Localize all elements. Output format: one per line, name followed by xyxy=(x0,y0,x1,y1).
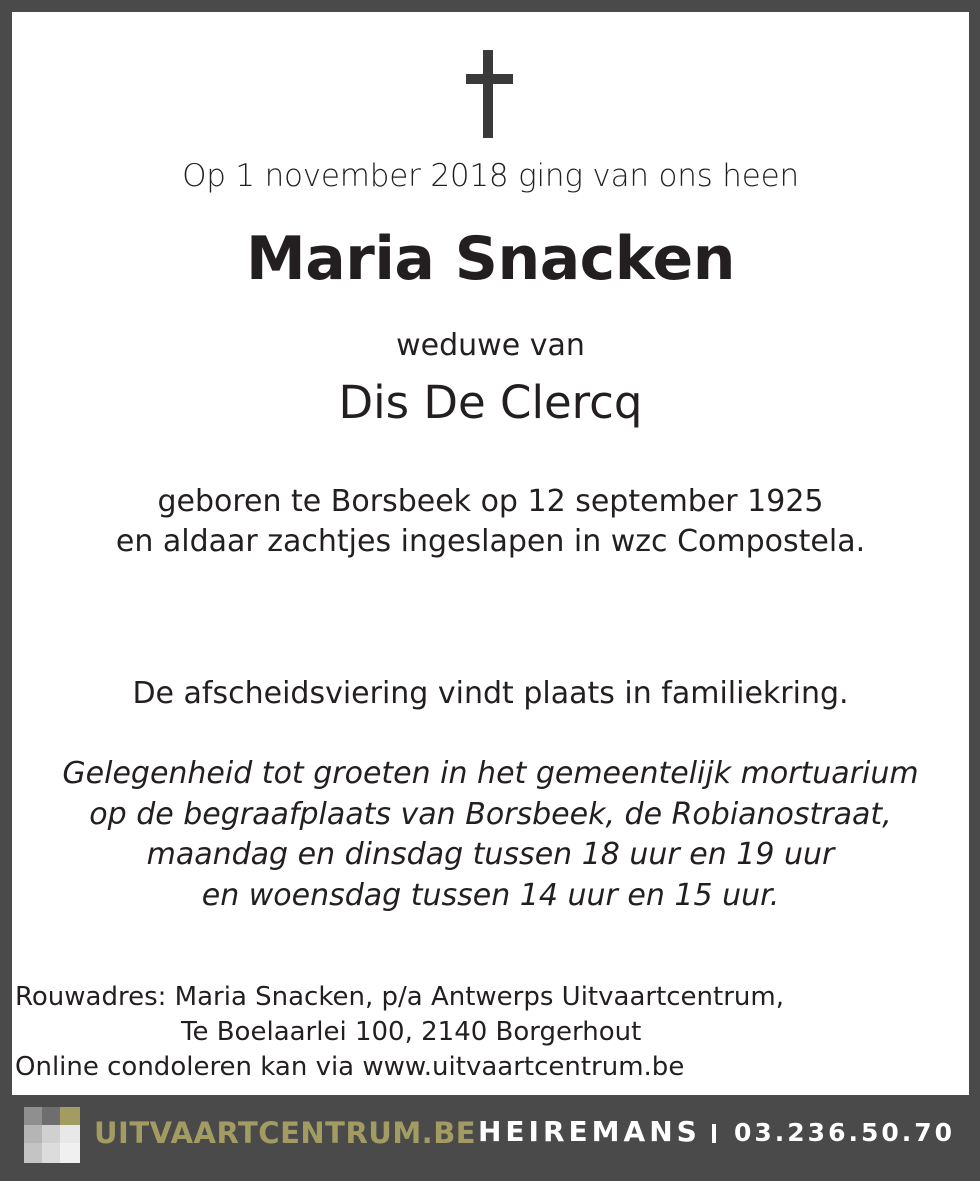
address-street: Te Boelaarlei 100, 2140 Borgerhout xyxy=(181,1017,642,1047)
farewell-text: De afscheidsviering vindt plaats in familiekring. xyxy=(132,676,849,711)
footer-banner xyxy=(12,1100,969,1169)
intro-text: Op 1 november 2018 ging van ons heen xyxy=(182,158,799,194)
address-line: Rouwadres: Maria Snacken, p/a Antwerps Uitvaartcentrum, xyxy=(15,982,784,1012)
visitation-line: op de begraafplaats van Borsbeek, de Robianostraat, xyxy=(89,796,892,832)
phone-number: 03.236.50.70 xyxy=(734,1118,956,1147)
online-condolence-line: Online condoleren kan via www.uitvaartcentrum.be xyxy=(15,1052,685,1082)
spouse-name: Dis De Clercq xyxy=(338,376,643,429)
brand-name: UITVAARTCENTRUM.BE xyxy=(94,1116,477,1150)
condolence-address xyxy=(15,980,784,1085)
visitation-line: en woensdag tussen 14 uur en 15 uur. xyxy=(201,877,780,913)
visitation-info xyxy=(12,754,969,916)
separator xyxy=(712,1124,716,1143)
birth-line: geboren te Borsbeek op 12 september 1925 xyxy=(157,484,824,519)
visitation-line: Gelegenheid tot groeten in het gemeentelijk mortuarium xyxy=(62,756,919,791)
passing-line: en aldaar zachtjes ingeslapen in wzc Compostela. xyxy=(115,524,866,559)
uitvaartcentrum-logo-icon xyxy=(24,1107,80,1163)
visitation-line: maandag en dinsdag tussen 18 uur en 19 uur xyxy=(146,837,835,872)
deceased-name: Maria Snacken xyxy=(246,224,735,294)
funeral-home-name: HEIREMANS xyxy=(478,1115,701,1148)
birth-info xyxy=(12,482,969,562)
relation-text: weduwe van xyxy=(396,328,585,363)
obituary-card xyxy=(12,12,969,1095)
